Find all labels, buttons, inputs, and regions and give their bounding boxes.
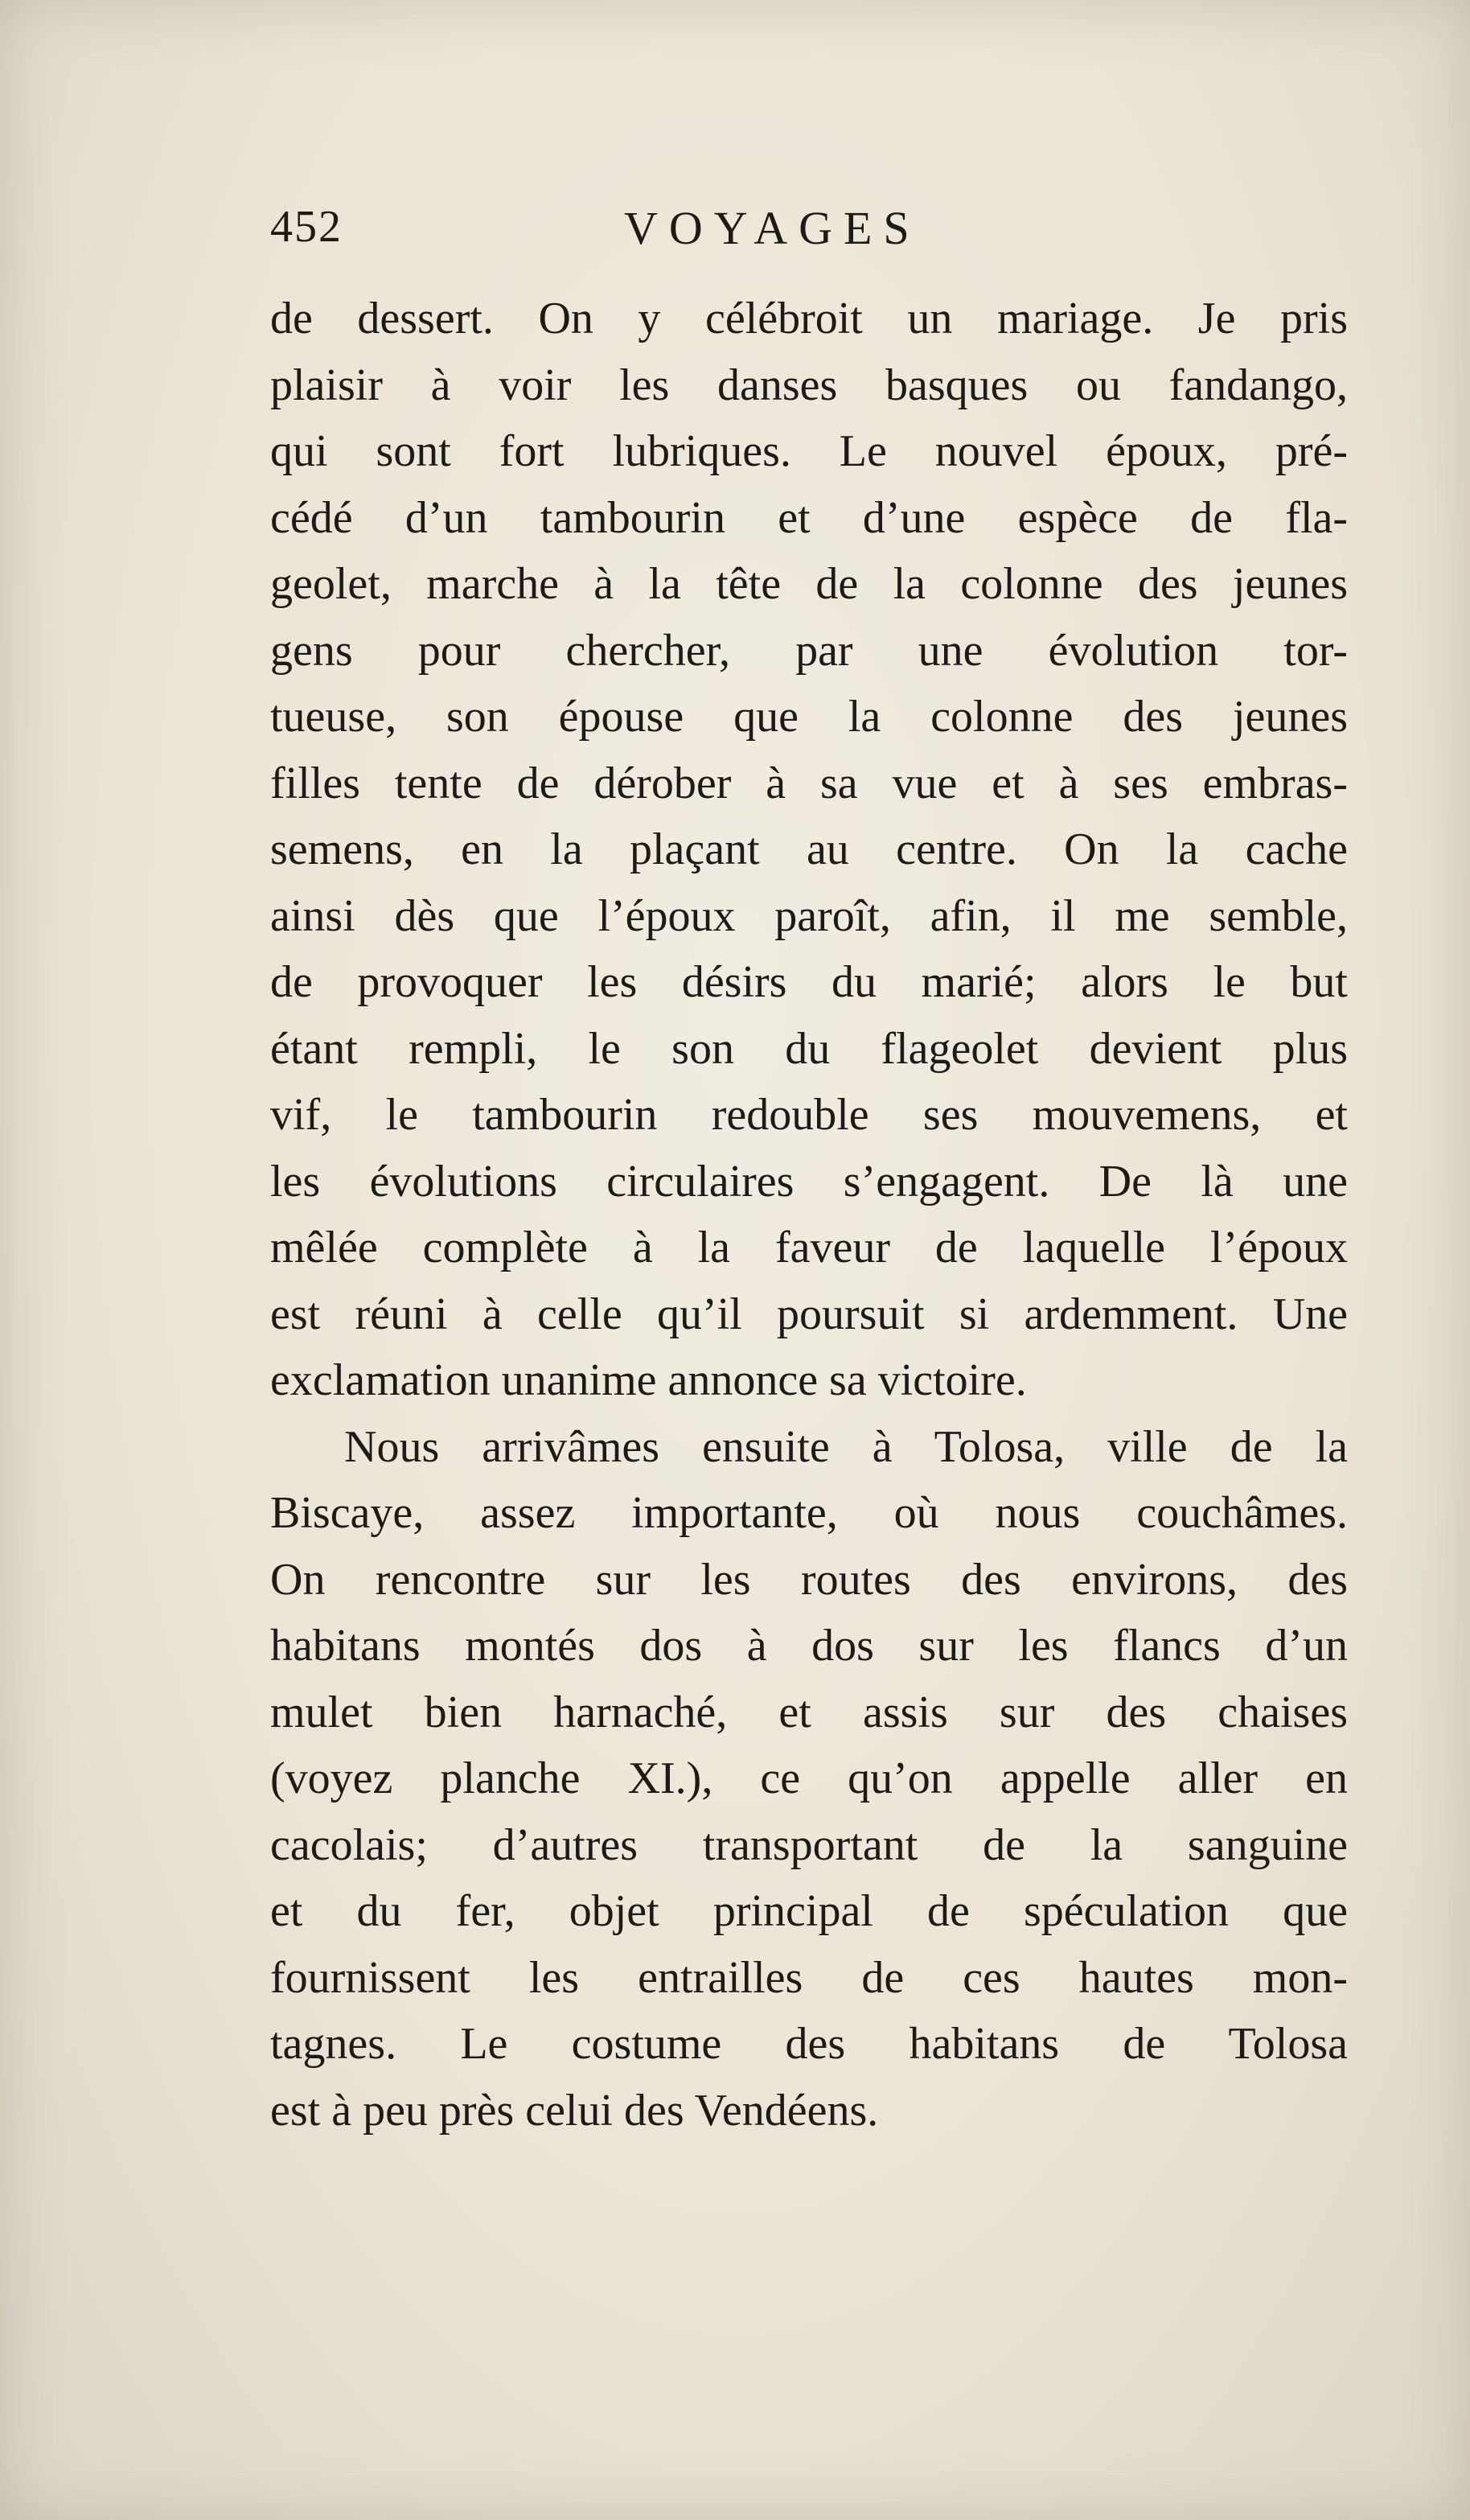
page-number: 452 bbox=[270, 202, 343, 252]
paragraph-1 bbox=[270, 286, 1348, 1414]
text-line: plaisir à voir les danses basques ou fandango, bbox=[270, 360, 1348, 410]
text-line: habitans montés dos à dos sur les flancs d’un bbox=[270, 1621, 1348, 1671]
text-line: fournissent les entrailles de ces hautes mon- bbox=[270, 1952, 1348, 2003]
running-title: VOYAGES bbox=[624, 202, 921, 254]
text-line: est réuni à celle qu’il poursuit si ardemment. Une bbox=[270, 1289, 1348, 1339]
text-line: (voyez planche XI.), ce qu’on appelle aller en bbox=[270, 1753, 1348, 1803]
text-line: On rencontre sur les routes des environs, des bbox=[270, 1554, 1348, 1605]
text-line: mulet bien harnaché, et assis sur des chaises bbox=[270, 1687, 1348, 1737]
text-line: ainsi dès que l’époux paroît, afin, il me semble, bbox=[270, 890, 1348, 941]
text-line: gens pour chercher, par une évolution tor- bbox=[270, 625, 1348, 676]
text-line: geolet, marche à la tête de la colonne des jeunes bbox=[270, 559, 1348, 609]
text-line: semens, en la plaçant au centre. On la cache bbox=[270, 824, 1348, 874]
text-line: de dessert. On y célébroit un mariage. Je pris bbox=[270, 294, 1348, 343]
text-line: les évolutions circulaires s’engagent. De là une bbox=[270, 1156, 1348, 1207]
text-line: et du fer, objet principal de spéculation que bbox=[270, 1886, 1348, 1936]
text-line: tagnes. Le costume des habitans de Tolosa bbox=[270, 2019, 1348, 2069]
text-line: cacolais; d’autres transportant de la sanguine bbox=[270, 1819, 1348, 1870]
text-line: de provoquer les désirs du marié; alors le but bbox=[270, 957, 1348, 1007]
paragraph-2 bbox=[270, 1414, 1348, 2144]
page-header bbox=[270, 201, 1348, 273]
text-line: Biscaye, assez importante, où nous couchâmes. bbox=[270, 1488, 1348, 1538]
text-line: exclamation unanime annonce sa victoire. bbox=[270, 1355, 1027, 1405]
text-line: est à peu près celui des Vendéens. bbox=[270, 2085, 879, 2136]
text-line: vif, le tambourin redouble ses mouvemens, et bbox=[270, 1090, 1348, 1140]
text-line: Nous arrivâmes ensuite à Tolosa, ville de la bbox=[344, 1421, 1348, 1472]
text-line: mêlée complète à la faveur de laquelle l’époux bbox=[270, 1223, 1348, 1272]
body-text bbox=[270, 286, 1348, 2144]
text-line: étant rempli, le son du flageolet devient plus bbox=[270, 1023, 1348, 1074]
text-line: filles tente de dérober à sa vue et à ses embras- bbox=[270, 758, 1348, 808]
text-line: tueuse, son épouse que la colonne des jeunes bbox=[270, 692, 1348, 742]
text-line: qui sont fort lubriques. Le nouvel époux, pré- bbox=[270, 426, 1348, 476]
text-line: cédé d’un tambourin et d’une espèce de fla- bbox=[270, 492, 1348, 543]
